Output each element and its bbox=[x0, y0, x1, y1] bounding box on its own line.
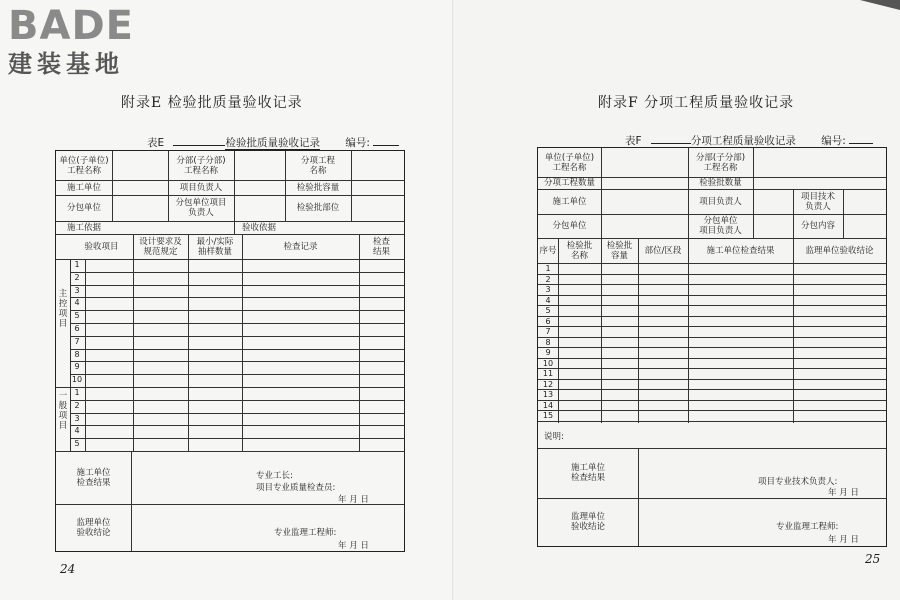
sub-item-form bbox=[537, 147, 887, 547]
supervisor-engineer-sign-label: 专业监理工程师: bbox=[776, 522, 839, 532]
table-rule bbox=[133, 234, 134, 451]
note-label: 说明: bbox=[544, 432, 564, 442]
column-item: 验收项目 bbox=[84, 241, 119, 252]
logo-brand: BADE bbox=[8, 3, 134, 49]
bade-logo bbox=[8, 4, 134, 78]
project-manager-label: 项目负责人 bbox=[179, 182, 223, 193]
table-rule bbox=[558, 238, 559, 423]
table-rule bbox=[538, 326, 886, 327]
table-rule bbox=[70, 272, 404, 273]
table-rule bbox=[538, 316, 886, 317]
form-f-serial-label: 编号: bbox=[821, 135, 846, 147]
main-control-items-label: 主 控 项 目 bbox=[58, 289, 68, 329]
row-number: 3 bbox=[74, 285, 80, 295]
row-number: 3 bbox=[545, 285, 551, 294]
row-number: 9 bbox=[545, 348, 551, 357]
date-label: 年 月 日 bbox=[338, 541, 369, 551]
tech-manager-label: 项目技术 负责人 bbox=[800, 191, 835, 212]
item-quantity-label: 分项工程数量 bbox=[543, 178, 595, 188]
column-supervisor-conclusion: 监理单位验收结论 bbox=[805, 245, 874, 256]
date-label: 年 月 日 bbox=[828, 488, 859, 498]
table-rule bbox=[538, 389, 886, 390]
contractor-check-result-label: 施工单位 检查结果 bbox=[570, 463, 605, 483]
sub-project-label: 分部(子分部) 工程名称 bbox=[695, 152, 746, 173]
column-check-record: 检查记录 bbox=[283, 241, 318, 252]
table-rule bbox=[234, 151, 235, 221]
row-number: 7 bbox=[545, 327, 551, 336]
table-rule bbox=[753, 148, 754, 238]
table-rule bbox=[359, 234, 360, 451]
table-rule bbox=[538, 347, 886, 348]
table-rule bbox=[70, 336, 404, 337]
row-number: 10 bbox=[71, 375, 83, 385]
table-rule bbox=[70, 400, 404, 401]
row-number: 6 bbox=[74, 324, 80, 333]
logo-subtitle: 建装基地 bbox=[8, 50, 124, 78]
row-number: 2 bbox=[545, 274, 551, 284]
table-rule bbox=[538, 400, 886, 401]
contractor-label: 施工单位 bbox=[552, 196, 587, 207]
table-rule bbox=[56, 259, 404, 260]
form-f-label: 表F bbox=[625, 135, 642, 147]
table-rule bbox=[538, 284, 886, 285]
row-number: 8 bbox=[74, 349, 80, 359]
row-number: 1 bbox=[74, 260, 80, 269]
sub-manager-label: 分包单位项目 负责人 bbox=[175, 198, 227, 218]
row-number: 2 bbox=[74, 272, 80, 282]
form-e-heading bbox=[147, 135, 399, 150]
inspection-batch-form bbox=[55, 150, 405, 552]
form-f-title: 分项工程质量验收记录 bbox=[690, 135, 796, 147]
supervisor-engineer-sign-label: 专业监理工程师: bbox=[274, 528, 337, 538]
column-sample-quantity: 最小/实际 抽样数量 bbox=[196, 236, 234, 257]
row-number: 6 bbox=[545, 316, 551, 326]
table-rule bbox=[538, 358, 886, 359]
table-rule bbox=[70, 297, 404, 298]
table-rule bbox=[538, 295, 886, 296]
table-rule bbox=[843, 189, 844, 238]
table-rule bbox=[70, 438, 404, 439]
table-rule bbox=[538, 263, 886, 264]
table-rule bbox=[638, 448, 639, 546]
contractor-label: 施工单位 bbox=[66, 182, 101, 193]
page-number-left: 24 bbox=[60, 562, 76, 576]
form-e-serial-label: 编号: bbox=[345, 137, 370, 149]
table-rule bbox=[70, 361, 404, 362]
unit-project-label: 单位(子单位) 工程名称 bbox=[59, 155, 109, 176]
table-rule bbox=[538, 410, 886, 411]
row-number: 4 bbox=[74, 298, 80, 308]
form-f-heading bbox=[625, 133, 873, 148]
column-batch-name: 检验批 名称 bbox=[566, 240, 593, 261]
row-number: 5 bbox=[74, 311, 80, 321]
table-rule bbox=[70, 425, 404, 426]
row-number: 11 bbox=[542, 369, 554, 378]
page-corner-shadow bbox=[860, 0, 900, 10]
table-rule bbox=[70, 310, 404, 311]
row-number: 4 bbox=[74, 426, 80, 436]
date-label: 年 月 日 bbox=[828, 535, 859, 545]
row-number: 1 bbox=[545, 264, 551, 273]
form-e-title: 检验批质量验收记录 bbox=[225, 137, 320, 149]
table-rule bbox=[538, 368, 886, 369]
row-number: 15 bbox=[542, 411, 554, 420]
construction-basis-label: 施工依据 bbox=[66, 222, 101, 233]
row-number: 9 bbox=[74, 362, 80, 372]
column-check-result: 检查 结果 bbox=[372, 236, 390, 257]
table-rule bbox=[70, 349, 404, 350]
column-seq: 序号 bbox=[539, 245, 557, 256]
table-rule bbox=[601, 238, 602, 423]
table-rule bbox=[188, 234, 189, 451]
row-number: 5 bbox=[545, 306, 551, 315]
table-rule bbox=[56, 387, 404, 388]
general-items-label: 一 般 项 目 bbox=[58, 391, 68, 431]
table-rule bbox=[70, 374, 404, 375]
row-number: 2 bbox=[74, 400, 80, 410]
page-number-right: 25 bbox=[865, 552, 881, 566]
row-number: 8 bbox=[545, 337, 551, 347]
project-manager-label: 项目负责人 bbox=[699, 196, 742, 207]
batch-capacity-label: 检验批容量 bbox=[296, 182, 340, 193]
form-e-label: 表E bbox=[147, 137, 165, 149]
acceptance-basis-label: 验收依据 bbox=[241, 222, 276, 233]
row-number: 5 bbox=[74, 439, 80, 449]
subcontractor-label: 分包单位 bbox=[66, 203, 101, 213]
subcontractor-label: 分包单位 bbox=[552, 221, 587, 231]
table-rule bbox=[538, 379, 886, 380]
table-rule bbox=[538, 421, 886, 422]
item-project-label: 分项工程 名称 bbox=[300, 155, 335, 176]
supervisor-conclusion-label: 监理单位 验收结论 bbox=[570, 512, 605, 532]
table-rule bbox=[638, 238, 639, 423]
row-number: 4 bbox=[545, 295, 551, 305]
row-number: 1 bbox=[74, 388, 80, 397]
quality-inspector-sign-label: 项目专业质量检查员: bbox=[256, 483, 336, 493]
appendix-e-title: 附录E 检验批质量验收记录 bbox=[121, 95, 303, 111]
table-rule bbox=[70, 413, 404, 414]
table-rule bbox=[351, 151, 352, 221]
sub-content-label: 分包内容 bbox=[800, 221, 835, 231]
table-rule bbox=[688, 238, 689, 423]
row-number: 3 bbox=[74, 413, 80, 423]
batch-location-label: 检验批部位 bbox=[296, 203, 340, 213]
table-rule bbox=[538, 337, 886, 338]
date-label: 年 月 日 bbox=[338, 495, 369, 505]
foreman-sign-label: 专业工长: bbox=[256, 471, 293, 481]
table-rule bbox=[242, 234, 243, 451]
appendix-f-title: 附录F 分项工程质量验收记录 bbox=[598, 95, 795, 111]
tech-manager-sign-label: 项目专业技术负责人: bbox=[758, 477, 838, 487]
row-number: 7 bbox=[74, 336, 80, 346]
table-rule bbox=[70, 285, 404, 286]
table-rule bbox=[538, 305, 886, 306]
column-contractor-result: 施工单位检查结果 bbox=[706, 245, 775, 256]
unit-project-label: 单位(子单位) 工程名称 bbox=[544, 152, 595, 173]
table-rule bbox=[70, 323, 404, 324]
column-location: 部位/区段 bbox=[644, 245, 682, 256]
sub-manager-label: 分包单位 项目负责人 bbox=[699, 216, 742, 236]
row-number: 12 bbox=[542, 379, 554, 389]
table-rule bbox=[793, 238, 794, 423]
supervisor-conclusion-label: 监理单位 验收结论 bbox=[76, 517, 111, 538]
table-rule bbox=[112, 151, 113, 221]
table-rule bbox=[601, 148, 602, 238]
contractor-check-result-label: 施工单位 检查结果 bbox=[76, 467, 111, 488]
sub-project-label: 分部(子分部) 工程名称 bbox=[176, 155, 226, 176]
row-number: 13 bbox=[542, 390, 554, 399]
table-rule bbox=[85, 259, 86, 451]
table-rule bbox=[131, 451, 132, 551]
table-rule bbox=[538, 274, 886, 275]
row-number: 10 bbox=[542, 358, 554, 368]
column-design-requirement: 设计要求及 规范规定 bbox=[139, 236, 182, 257]
row-number: 14 bbox=[542, 400, 554, 410]
batch-quantity-label: 检验批数量 bbox=[699, 178, 742, 188]
column-batch-capacity: 检验批 容量 bbox=[606, 240, 633, 261]
